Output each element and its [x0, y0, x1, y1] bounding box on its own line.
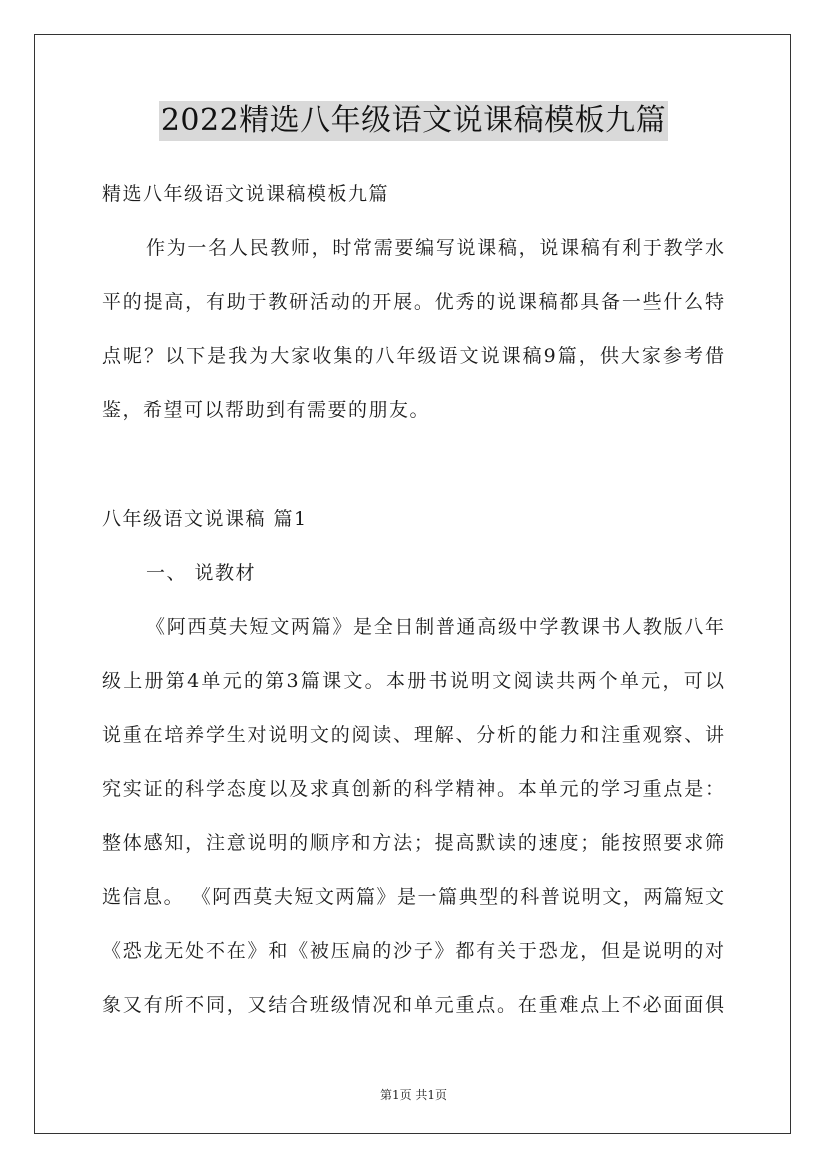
body-line: 说重在培养学生对说明文的阅读、理解、分析的能力和注重观察、讲	[102, 724, 724, 746]
body-line: 《阿西莫夫短文两篇》是全日制普通高级中学教课书人教版八年	[146, 616, 724, 638]
intro-line: 鉴，希望可以帮助到有需要的朋友。	[102, 399, 431, 421]
intro-line: 作为一名人民教师，时常需要编写说课稿，说课稿有利于教学水	[146, 237, 724, 259]
body-line: 象又有所不同，又结合班级情况和单元重点。在重难点上不必面面俱	[102, 994, 724, 1016]
intro-line: 平的提高，有助于教研活动的开展。优秀的说课稿都具备一些什么特	[102, 291, 724, 313]
document-subtitle: 精选八年级语文说课稿模板九篇	[102, 183, 390, 205]
body-line: 究实证的科学态度以及求真创新的科学精神。本单元的学习重点是：	[102, 778, 724, 800]
page-footer: 第1页 共1页	[379, 1088, 448, 1102]
body-line: 选信息。 《阿西莫夫短文两篇》是一篇典型的科普说明文，两篇短文	[102, 886, 724, 908]
document-title: 2022精选八年级语文说课稿模板九篇	[159, 101, 668, 141]
body-line: 级上册第4单元的第3篇课文。本册书说明文阅读共两个单元，可以	[102, 670, 724, 692]
body-line: 《恐龙无处不在》和《被压扁的沙子》都有关于恐龙，但是说明的对	[102, 940, 724, 962]
body-line: 整体感知，注意说明的顺序和方法；提高默读的速度；能按照要求筛	[102, 832, 724, 854]
section-heading: 八年级语文说课稿 篇1	[102, 508, 308, 530]
title-container	[0, 101, 827, 141]
sub-heading: 一、 说教材	[146, 562, 257, 584]
intro-line: 点呢？以下是我为大家收集的八年级语文说课稿9篇，供大家参考借	[102, 345, 724, 367]
